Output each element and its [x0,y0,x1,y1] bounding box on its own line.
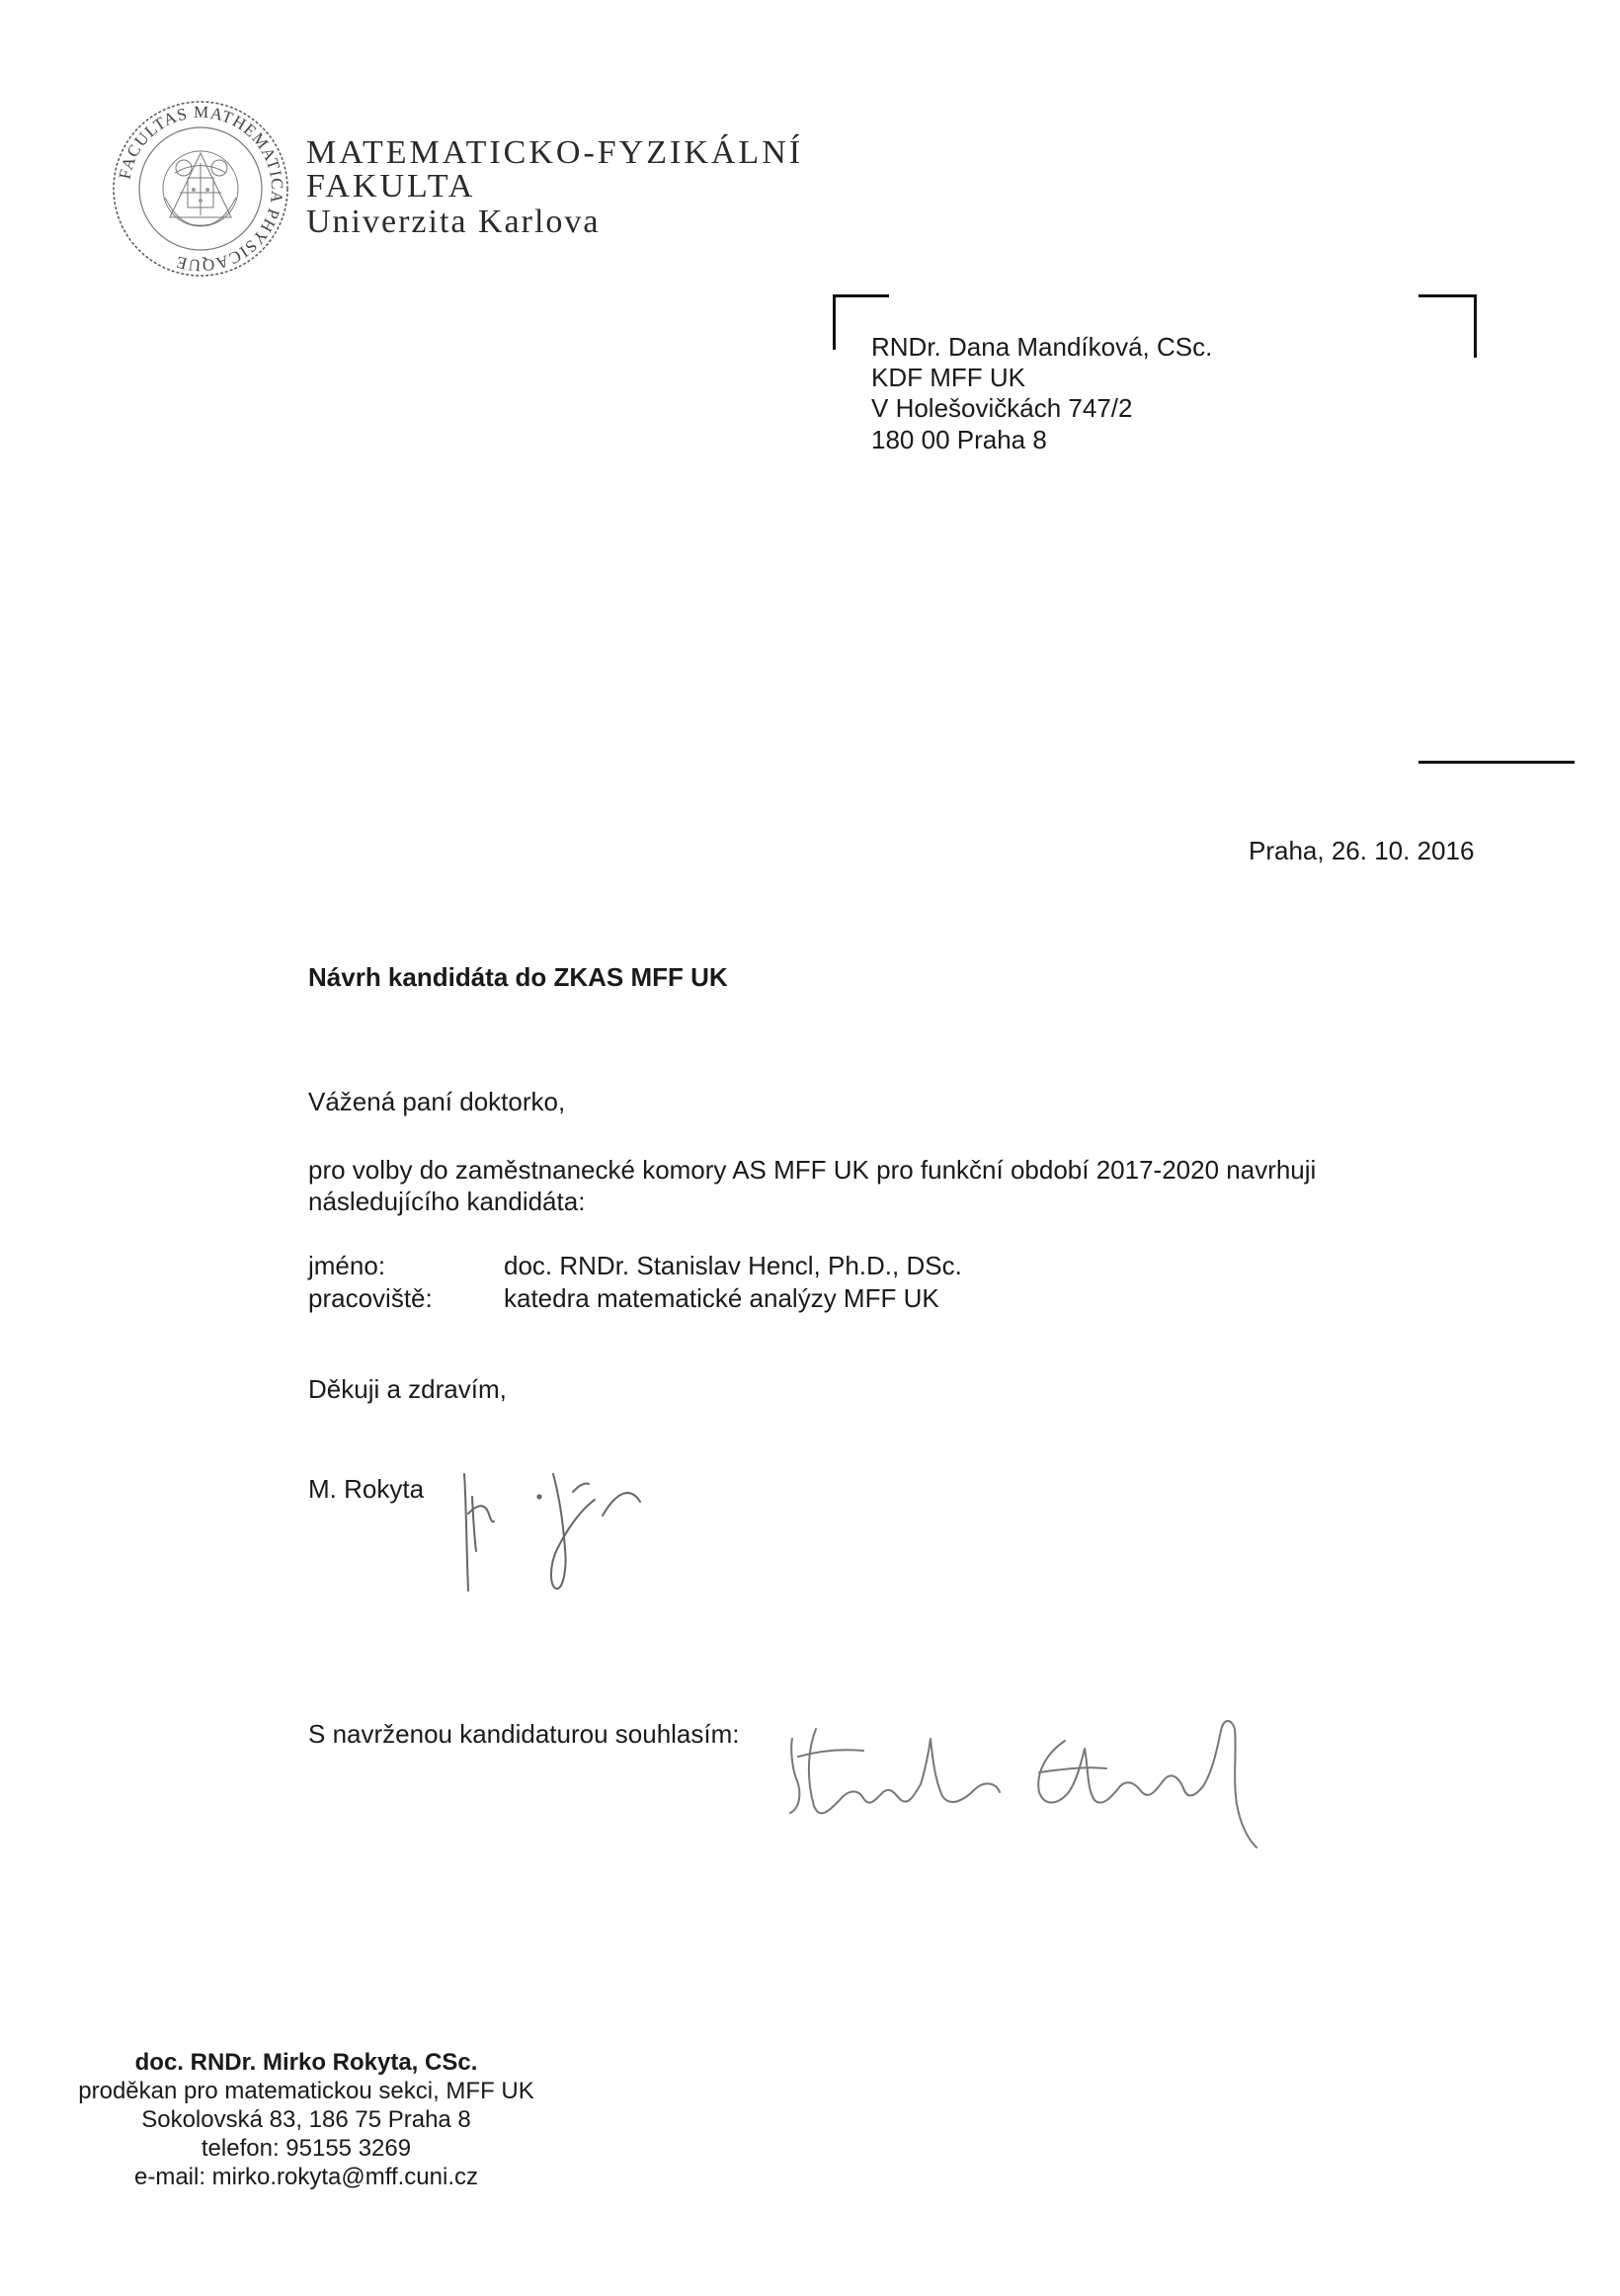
university-name: Univerzita Karlova [306,204,601,240]
candidate-workplace-label: pracoviště: [308,1283,433,1313]
candidate-name-label: jméno: [308,1251,386,1280]
body-text-line-2: následujícího kandidáta: [308,1187,586,1216]
letter-subject: Návrh kandidáta do ZKAS MFF UK [308,962,728,992]
recipient-name: RNDr. Dana Mandíková, CSc. [871,332,1213,362]
fold-mark [1418,761,1575,764]
consent-text: S navrženou kandidaturou souhlasím: [308,1719,740,1749]
letter-date: Praha, 26. 10. 2016 [1249,836,1475,865]
hencl-signature [780,1709,1264,1857]
rokyta-signature [454,1452,691,1600]
body-text-line-1: pro volby do zaměstnanecké komory AS MFF UK pro funkční období 2017-2020 navrhuji [308,1155,1317,1185]
salutation: Vážená paní doktorko, [308,1087,566,1116]
recipient-street: V Holešovičkách 747/2 [871,393,1133,423]
address-window-corner-top-right [1418,294,1477,297]
recipient-department: KDF MFF UK [871,363,1025,392]
footer-address: Sokolovská 83, 186 75 Praha 8 [141,2106,471,2133]
address-window-corner-top-left [833,294,836,350]
footer-phone: telefon: 95155 3269 [201,2135,412,2162]
footer-email: e-mail: mirko.rokyta@mff.cuni.cz [134,2164,478,2190]
svg-text:FACULTAS MATHEMATICA PHYSICAQU: FACULTAS MATHEMATICA PHYSICAQUE [115,102,287,276]
signatory-name: M. Rokyta [308,1474,425,1504]
address-window-corner-top-left [833,294,889,297]
footer-name: doc. RNDr. Mirko Rokyta, CSc. [134,2049,478,2076]
university-seal-icon [111,99,290,279]
footer-position: proděkan pro matematickou sekci, MFF UK [78,2078,534,2104]
address-window-corner-top-right [1474,294,1477,358]
faculty-name-line-2: FAKULTA [306,168,476,205]
faculty-name-line-1: MATEMATICKO-FYZIKÁLNÍ [306,134,804,171]
candidate-name-value: doc. RNDr. Stanislav Hencl, Ph.D., DSc. [504,1251,962,1280]
recipient-city: 180 00 Praha 8 [871,425,1047,454]
candidate-workplace-value: katedra matematické analýzy MFF UK [504,1283,939,1313]
closing-text: Děkuji a zdravím, [308,1374,507,1404]
